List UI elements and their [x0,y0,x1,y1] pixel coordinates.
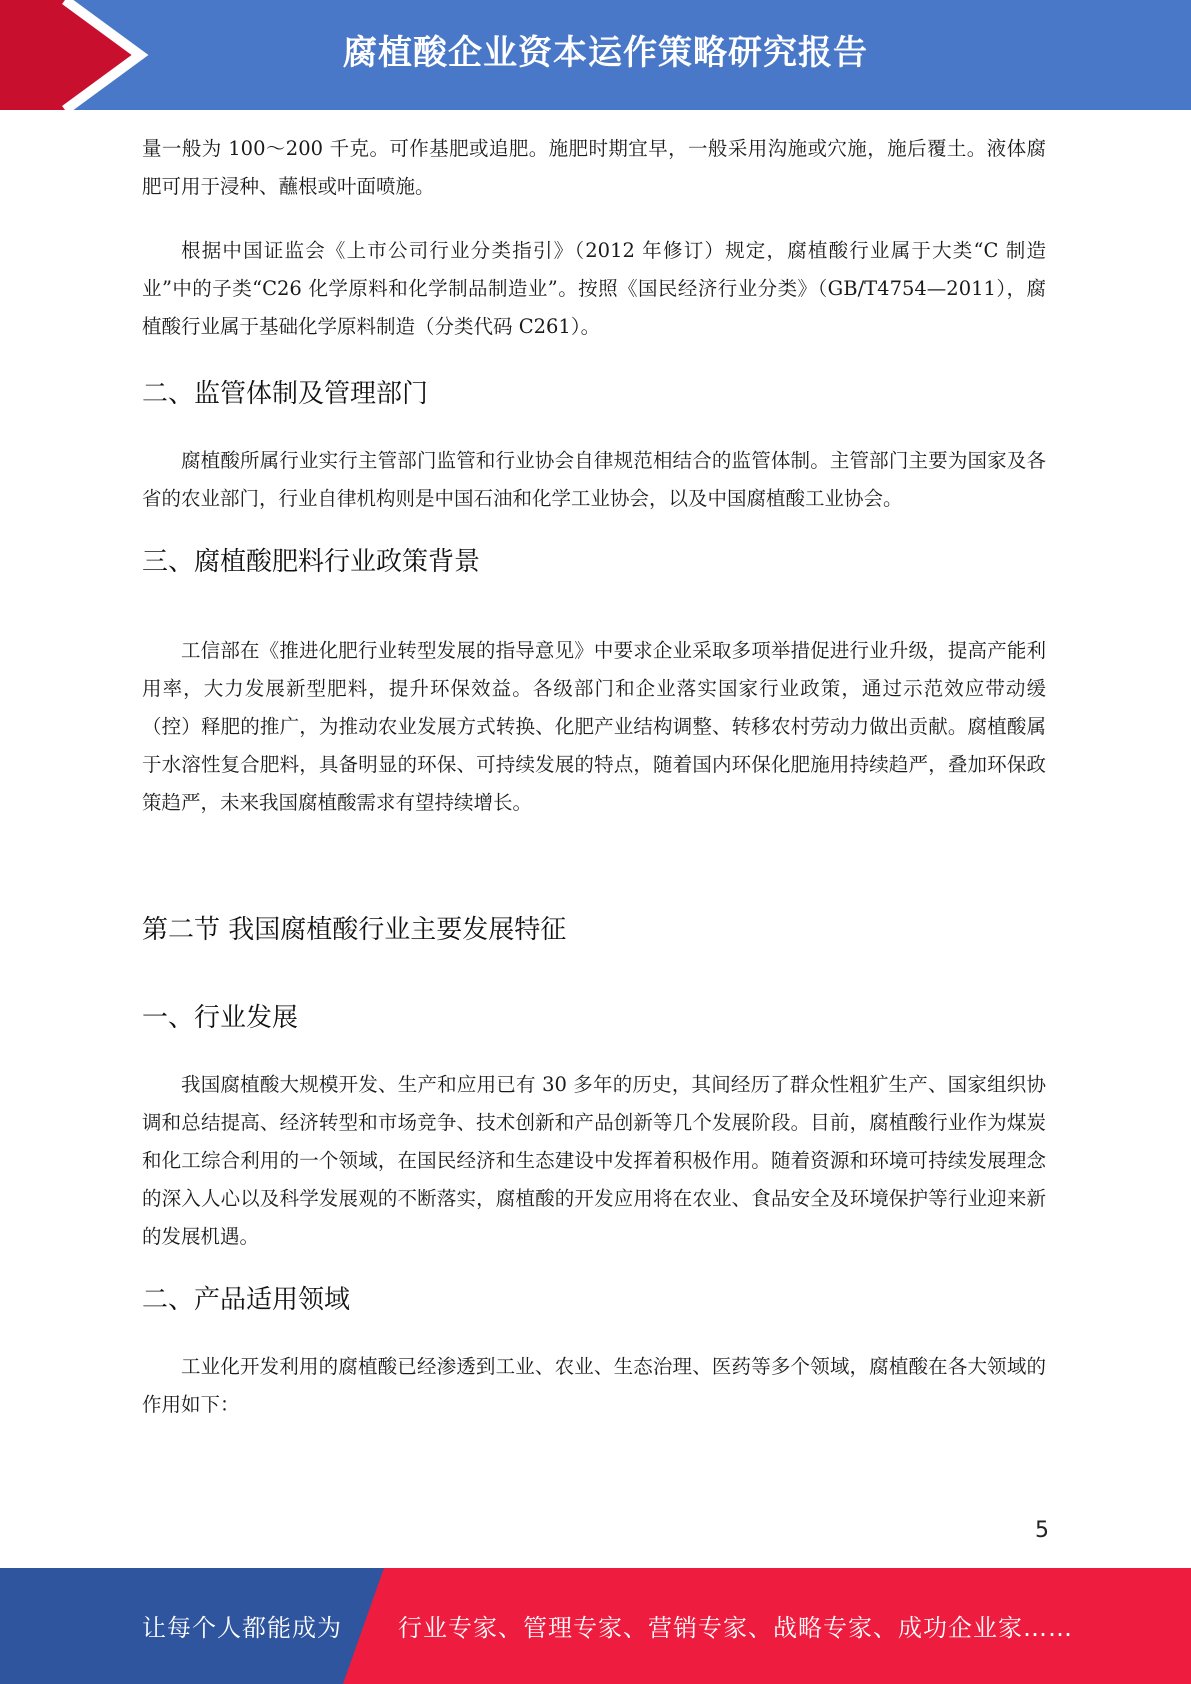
footer-slogan-right: 行业专家、管理专家、营销专家、战略专家、成功企业家…… [398,1614,1073,1642]
page-footer [0,1568,1191,1684]
paragraph-regulation: 腐植酸所属行业实行主管部门监管和行业协会自律规范相结合的监管体制。主管部门主要为国家及各省的农业部门，行业自律机构则是中国石油和化学工业协会，以及中国腐植酸工业协会。 [142,449,1046,510]
heading-industry-development: 一、行业发展 [142,1003,299,1033]
heading-section-two: 第二节 我国腐植酸行业主要发展特征 [142,915,567,945]
paragraph-fertilizer-usage: 量一般为 100～200 千克。可作基肥或追肥。施肥时期宜早，一般采用沟施或穴施，施后覆土。液体腐肥可用于浸种、蘸根或叶面喷施。 [142,137,1046,198]
page-header [0,0,1191,110]
report-title: 腐植酸企业资本运作策略研究报告 [343,33,868,73]
footer-slogan-left: 让每个人都能成为 [142,1614,342,1642]
paragraph-application-fields: 工业化开发利用的腐植酸已经渗透到工业、农业、生态治理、医药等多个领域，腐植酸在各大领域的作用如下： [142,1355,1046,1416]
heading-application-fields: 二、产品适用领域 [142,1285,351,1315]
paragraph-policy-background: 工信部在《推进化肥行业转型发展的指导意见》中要求企业采取多项举措促进行业升级，提高产能利用率，大力发展新型肥料，提升环保效益。各级部门和企业落实国家行业政策，通过示范效应带动缓（控）释肥的推广，为推动农业发展方式转换、化肥产业结构调整、转移农村劳动力做出贡献。腐植酸属于水溶性复合肥料，具备明显的环保、可持续发展的特点，随着国内环保化肥施用持续趋严，叠加环保政策趋严，未来我国腐植酸需求有望持续增长。 [142,639,1046,814]
document-body [142,130,1046,1424]
paragraph-industry-classification: 根据中国证监会《上市公司行业分类指引》（2012 年修订）规定，腐植酸行业属于大类“C 制造业”中的子类“C26 化学原料和化学制品制造业”。按照《国民经济行业分类》（GB/T4754—2011），腐植酸行业属于基础化学原料制造（分类代码 C261）。 [142,239,1046,338]
heading-policy-background: 三、腐植酸肥料行业政策背景 [142,547,481,577]
heading-regulation: 二、监管体制及管理部门 [142,379,429,409]
paragraph-industry-development: 我国腐植酸大规模开发、生产和应用已有 30 多年的历史，其间经历了群众性粗犷生产、国家组织协调和总结提高、经济转型和市场竞争、技术创新和产品创新等几个发展阶段。目前，腐植酸行业作为煤炭和化工综合利用的一个领域，在国民经济和生态建设中发挥着积极作用。随着资源和环境可持续发展理念的深入人心以及科学发展观的不断落实，腐植酸的开发应用将在农业、食品安全及环境保护等行业迎来新的发展机遇。 [142,1073,1046,1248]
page-number: 5 [1035,1518,1049,1543]
